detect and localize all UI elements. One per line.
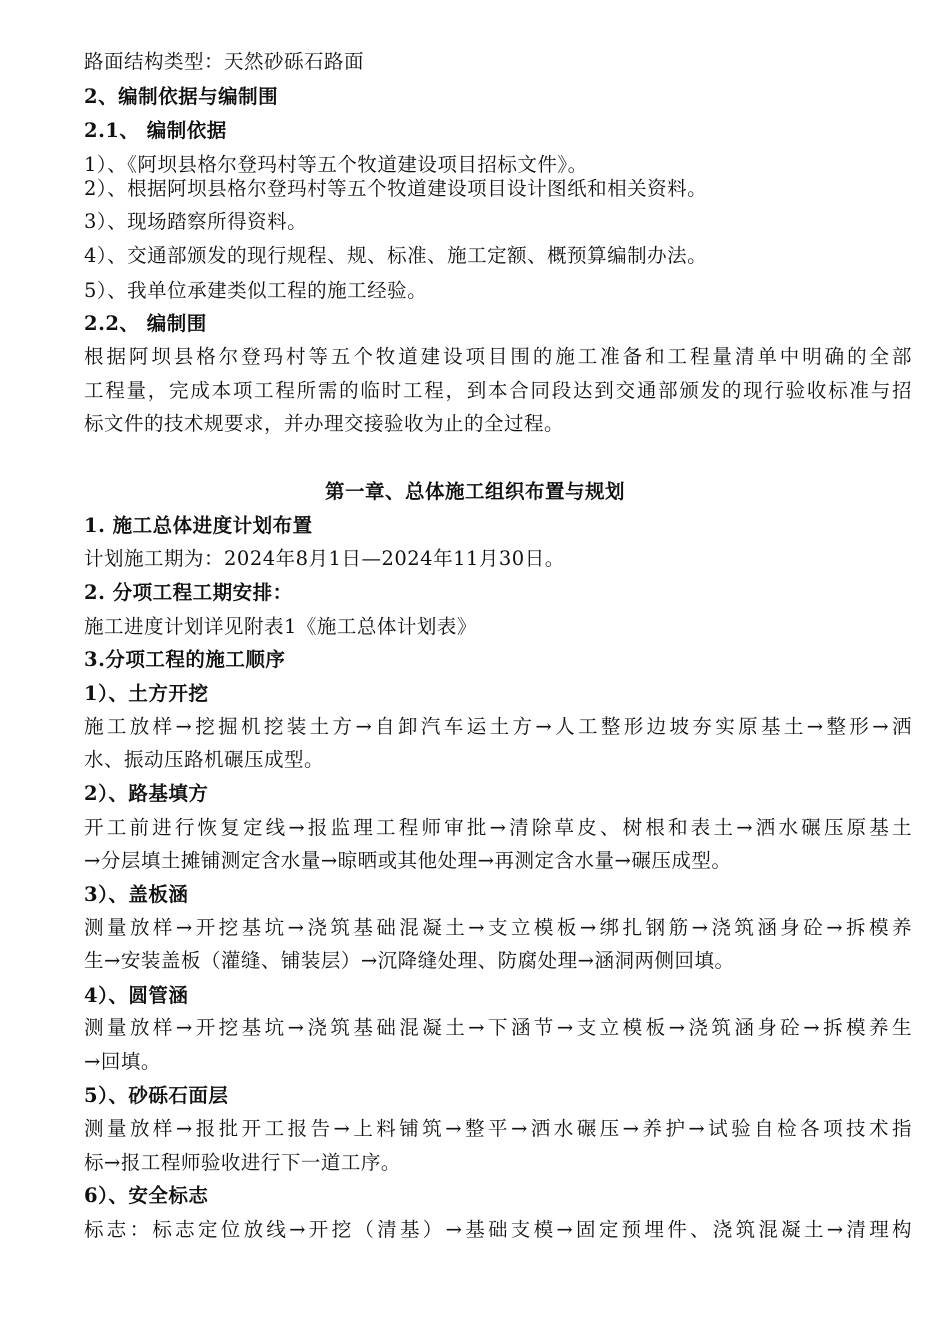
subsection-heading: 4）、圆管涵 xyxy=(84,984,189,1007)
list-item: 4）、交通部颁发的现行规程、规、标准、施工定额、概预算编制办法。 xyxy=(84,244,708,267)
paragraph-line: 根据阿坝县格尔登玛村等五个牧道建设项目围的施工准备和工程量清单中明确的全部 xyxy=(84,345,912,368)
list-item: 5）、我单位承建类似工程的施工经验。 xyxy=(84,279,428,302)
paragraph-line: 标志：标志定位放线→开挖（清基）→基础支模→固定预埋件、浇筑混凝土→清理构 xyxy=(84,1218,912,1241)
section-heading: 2. 分项工程工期安排： xyxy=(84,581,293,604)
subsection-heading: 2.1、 编制依据 xyxy=(84,119,227,142)
text-line: 施工进度计划详见附表1《施工总体计划表》 xyxy=(84,615,477,638)
paragraph-line: 测量放样→开挖基坑→浇筑基础混凝土→支立模板→绑扎钢筋→浇筑涵身砼→拆模养 xyxy=(84,916,912,939)
paragraph-line: 标文件的技术规要求，并办理交接验收为止的全过程。 xyxy=(84,412,565,435)
paragraph-line: 测量放样→报批开工报告→上料铺筑→整平→洒水碾压→养护→试验自检各项技术指 xyxy=(84,1117,912,1140)
paragraph-line: 标→报工程师验收进行下一道工序。 xyxy=(84,1151,401,1174)
subsection-heading: 2）、路基填方 xyxy=(84,782,209,805)
subsection-heading: 1）、土方开挖 xyxy=(84,682,209,705)
subsection-heading: 6）、安全标志 xyxy=(84,1184,209,1207)
text-line: 计划施工期为：2024年8月1日—2024年11月30日。 xyxy=(84,547,565,570)
subsection-heading: 5）、砂砾石面层 xyxy=(84,1084,229,1107)
chapter-title: 第一章、总体施工组织布置与规划 xyxy=(324,480,625,503)
section-heading: 1. 施工总体进度计划布置 xyxy=(84,514,313,537)
paragraph-line: 工程量，完成本项工程所需的临时工程，到本合同段达到交通部颁发的现行验收标准与招 xyxy=(84,379,912,402)
paragraph-line: →分层填土摊铺测定含水量→晾晒或其他处理→再测定含水量→碾压成型。 xyxy=(84,849,732,872)
paragraph-line: 施工放样→挖掘机挖装土方→自卸汽车运土方→人工整形边坡夯实原基土→整形→洒 xyxy=(84,715,912,738)
paragraph-line: 生→安装盖板（灌缝、铺装层）→沉降缝处理、防腐处理→涵洞两侧回填。 xyxy=(84,949,735,972)
subsection-heading: 3）、盖板涵 xyxy=(84,883,189,906)
paragraph-line: →回填。 xyxy=(84,1050,161,1073)
text-line: 路面结构类型：天然砂砾石路面 xyxy=(84,50,365,73)
paragraph-line: 水、振动压路机碾压成型。 xyxy=(84,748,325,771)
list-item: 3）、现场踏察所得资料。 xyxy=(84,210,308,233)
section-heading: 2、编制依据与编制围 xyxy=(84,85,279,108)
paragraph-line: 测量放样→开挖基坑→浇筑基础混凝土→下涵节→支立模板→浇筑涵身砼→拆模养生 xyxy=(84,1016,912,1039)
list-item: 2）、根据阿坝县格尔登玛村等五个牧道建设项目设计图纸和相关资料。 xyxy=(84,177,708,200)
section-heading: 3.分项工程的施工顺序 xyxy=(84,648,286,671)
list-item: 1）、《阿坝县格尔登玛村等五个牧道建设项目招标文件》。 xyxy=(84,153,588,176)
paragraph-line: 开工前进行恢复定线→报监理工程师审批→清除草皮、树根和表土→洒水碾压原基土 xyxy=(84,816,912,839)
subsection-heading: 2.2、 编制围 xyxy=(84,312,207,335)
